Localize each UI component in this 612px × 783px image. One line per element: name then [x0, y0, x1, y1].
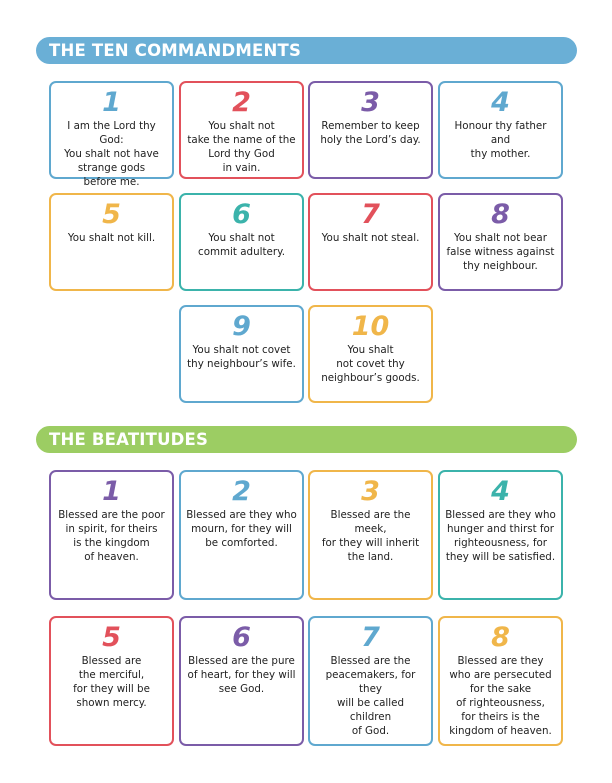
commandment-text: You shalt not kill. [67, 232, 156, 244]
commandment-text: You shalt not covet thy neighbour’s goods. [321, 344, 420, 384]
beatitude-card-5 [49, 616, 174, 746]
commandment-number: 10 [351, 311, 390, 342]
commandment-text: I am the Lord thy God: You shalt not have strange gods before me. [64, 120, 159, 188]
beatitude-number: 1 [102, 476, 121, 507]
beatitude-number: 6 [232, 622, 251, 653]
commandment-number: 9 [232, 311, 251, 342]
beatitude-text: Blessed are they who are persecuted for the sake of righteousness, for theirs is the kingdom of heaven. [449, 655, 552, 737]
beatitude-card-7 [308, 616, 433, 746]
beatitude-card-6 [179, 616, 304, 746]
beatitude-text: Blessed are the peacemakers, for they will be called children of God. [325, 655, 416, 737]
commandment-number: 5 [102, 199, 121, 230]
commandment-text: Remember to keep holy the Lord’s day. [320, 120, 421, 146]
beatitude-text: Blessed are the merciful, for they will be shown mercy. [73, 655, 150, 709]
commandment-number: 3 [361, 87, 380, 118]
beatitudes-banner [36, 426, 577, 453]
commandment-card-9 [179, 305, 304, 403]
commandment-text: You shalt not steal. [321, 232, 420, 244]
beatitude-card-4 [438, 470, 563, 600]
commandment-number: 1 [102, 87, 121, 118]
commandment-number: 4 [491, 87, 510, 118]
commandment-card-5 [49, 193, 174, 291]
beatitude-number: 5 [102, 622, 121, 653]
beatitude-number: 2 [232, 476, 251, 507]
commandment-text: You shalt not take the name of the Lord thy God in vain. [187, 120, 296, 174]
commandment-number: 6 [232, 199, 251, 230]
beatitude-card-2 [179, 470, 304, 600]
commandment-number: 8 [491, 199, 510, 230]
beatitude-text: Blessed are the poor in spirit, for theirs is the kingdom of heaven. [58, 509, 165, 563]
beatitude-number: 8 [491, 622, 510, 653]
commandment-card-10 [308, 305, 433, 403]
commandment-card-4 [438, 81, 563, 179]
commandments-title: THE TEN COMMANDMENTS [49, 41, 302, 60]
commandment-text: Honour thy father and thy mother. [454, 120, 547, 160]
beatitude-number: 4 [491, 476, 510, 507]
commandment-text: You shalt not bear false witness against thy neighbour. [446, 232, 555, 272]
commandments-banner [36, 37, 577, 64]
beatitude-number: 7 [361, 622, 380, 653]
commandment-number: 7 [361, 199, 380, 230]
beatitude-card-3 [308, 470, 433, 600]
commandment-text: You shalt not covet thy neighbour’s wife. [187, 344, 296, 370]
beatitude-text: Blessed are the meek, for they will inherit the land. [321, 509, 420, 563]
commandment-text: You shalt not commit adultery. [198, 232, 285, 258]
commandment-card-7 [308, 193, 433, 291]
commandment-card-2 [179, 81, 304, 179]
beatitude-card-1 [49, 470, 174, 600]
beatitude-number: 3 [361, 476, 380, 507]
commandment-card-1 [49, 81, 174, 188]
commandment-card-8 [438, 193, 563, 291]
commandment-card-6 [179, 193, 304, 291]
commandment-number: 2 [232, 87, 251, 118]
beatitude-text: Blessed are they who mourn, for they will be comforted. [186, 509, 297, 549]
beatitude-text: Blessed are the pure of heart, for they will see God. [187, 655, 296, 695]
commandment-card-3 [308, 81, 433, 179]
beatitude-text: Blessed are they who hunger and thirst for righteousness, for they will be satisfied. [445, 509, 556, 563]
beatitudes-title: THE BEATITUDES [49, 430, 209, 449]
beatitude-card-8 [438, 616, 563, 746]
